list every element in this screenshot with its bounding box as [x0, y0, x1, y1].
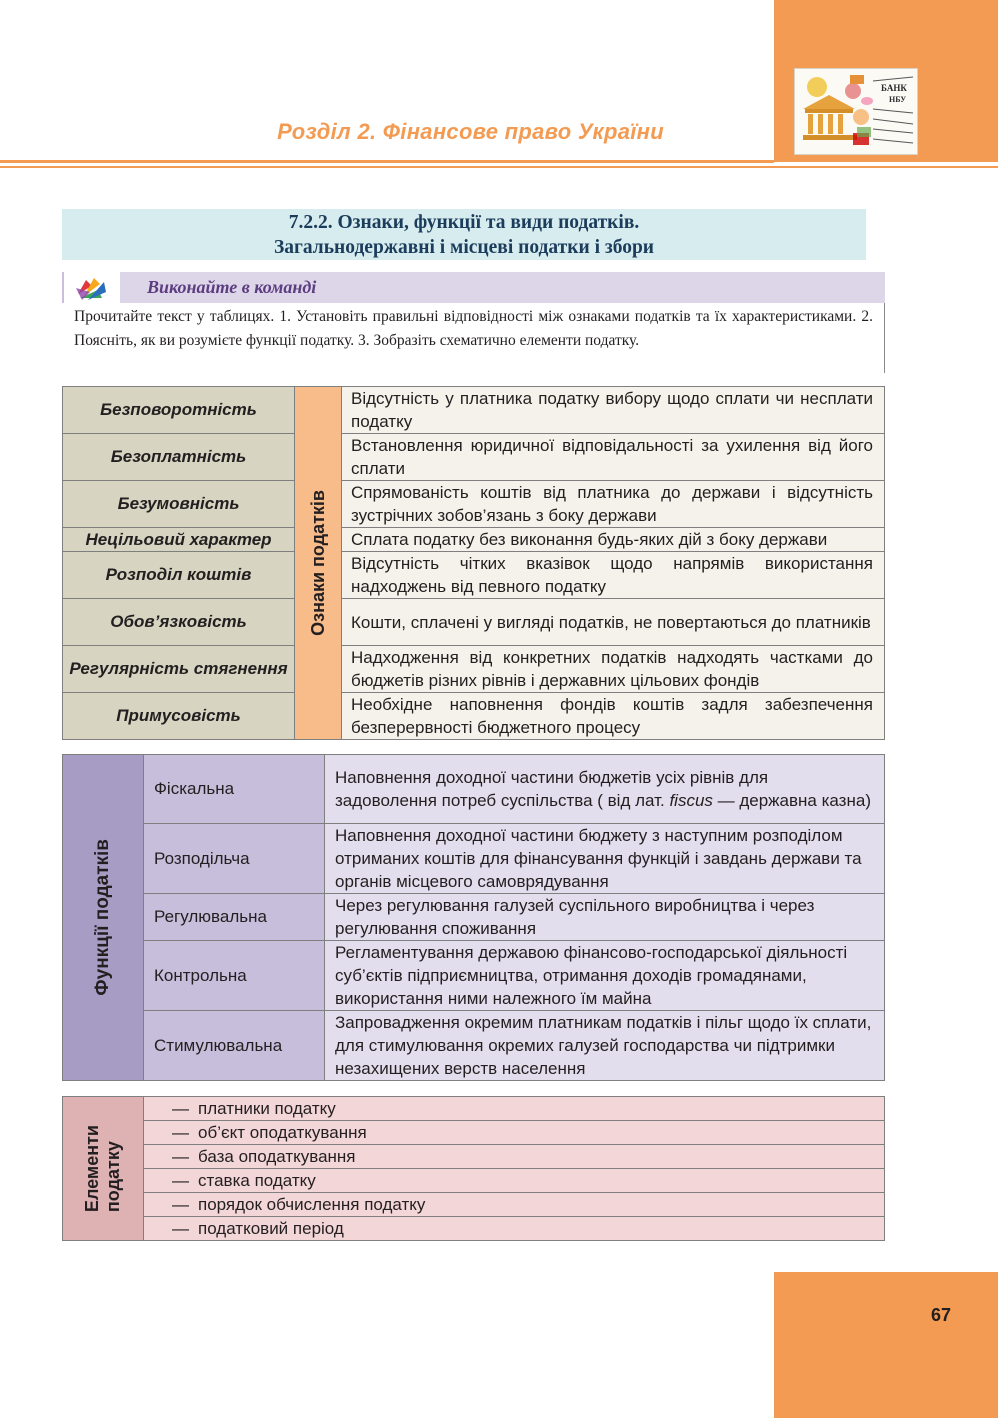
- list-dash: —: [172, 1170, 189, 1190]
- section-title: [62, 209, 866, 260]
- function-name: Розподільча: [144, 824, 325, 894]
- function-name: Фіскальна: [144, 755, 325, 824]
- table-row: [63, 1121, 885, 1145]
- table-row: [63, 599, 885, 646]
- element-text: податковий період: [198, 1218, 344, 1238]
- elements-side-label-cell: [63, 1097, 144, 1241]
- section-title-line2: Загальнодержавні і місцеві податки і збори: [273, 237, 655, 258]
- feature-description: Відсутність чітких вказівок щодо напрямів використання надходжень від певного податку: [342, 552, 885, 599]
- element-text: база оподаткування: [198, 1146, 356, 1166]
- element-text: об’єкт оподаткування: [198, 1122, 367, 1142]
- feature-name: Безповоротність: [63, 387, 295, 434]
- tax-elements-table: [62, 1096, 885, 1241]
- table-row: [63, 552, 885, 599]
- finance-logo-image: [794, 68, 918, 155]
- header-rule-thin: [0, 166, 998, 168]
- list-item: [144, 1193, 885, 1217]
- page-number-tab: [774, 1272, 998, 1418]
- list-item: [144, 1169, 885, 1193]
- section-title-line1: 7.2.2. Ознаки, функції та види податків.: [288, 212, 640, 233]
- task-right-rule: [884, 303, 885, 373]
- elements-side-label-line1: Елементи: [82, 1124, 102, 1213]
- list-dash: —: [172, 1146, 189, 1166]
- function-description: Запровадження окремим платникам податків і пільг щодо їх сплати, для стимулювання окремих галузей господарства чи підтримки незахищених верств населення: [325, 1011, 885, 1081]
- element-text: порядок обчислення податку: [198, 1194, 426, 1214]
- table-row: [63, 824, 885, 894]
- list-item: [144, 1145, 885, 1169]
- list-item: [144, 1097, 885, 1121]
- list-item: [144, 1121, 885, 1145]
- list-dash: —: [172, 1194, 189, 1214]
- table-row: [63, 693, 885, 740]
- task-edge: [62, 272, 64, 303]
- function-description: Регламентування державою фінансово-господарської діяльності суб’єктів підприємництва, отримання доходів громадянами, використання ними належного їм майна: [325, 941, 885, 1011]
- table-row: [63, 1097, 885, 1121]
- function-name: Контрольна: [144, 941, 325, 1011]
- elements-side-label: [82, 1125, 124, 1212]
- table-row: [63, 434, 885, 481]
- table-row: [63, 1193, 885, 1217]
- function-description: Наповнення доходної частини бюджету з наступним розподілом отриманих коштів для фінансування функцій і завдань держави та органів місцевого самоврядування: [325, 824, 885, 894]
- feature-name: Нецільовий характер: [63, 528, 295, 552]
- task-label: Виконайте в команді: [147, 277, 317, 297]
- feature-description: Встановлення юридичної відповідальності за ухилення від його сплати: [342, 434, 885, 481]
- function-description: [325, 755, 885, 824]
- table-row: [63, 481, 885, 528]
- feature-name: Примусовість: [63, 693, 295, 740]
- list-dash: —: [172, 1098, 189, 1118]
- feature-description: Необхідне наповнення фондів коштів задля забезпечення безперервності бюджетного процесу: [342, 693, 885, 740]
- feature-description: Кошти, сплачені у вигляді податків, не повертаються до платників: [342, 599, 885, 646]
- element-text: ставка податку: [198, 1170, 316, 1190]
- teamwork-hands-icon: [74, 274, 108, 302]
- feature-description: Надходження від конкретних податків надходять частками до бюджетів різних рівнів і державних цільових фондів: [342, 646, 885, 693]
- function-description-text: Наповнення доходної частини бюджетів усіх рівнів для задоволення потреб суспільства ( від лат.: [335, 768, 769, 810]
- table-row: [63, 1217, 885, 1241]
- bank-building-icon: [795, 69, 917, 154]
- feature-name: Обов’язковість: [63, 599, 295, 646]
- element-text: платники податку: [198, 1098, 336, 1118]
- function-description: Через регулювання галузей суспільного виробництва і через регулювання споживання: [325, 894, 885, 941]
- table-row: [63, 1011, 885, 1081]
- task-header: [62, 272, 885, 303]
- header-rule: [0, 160, 774, 163]
- feature-description: Відсутність у платника податку вибору щодо сплати чи несплати податку: [342, 387, 885, 434]
- table-row: [63, 528, 885, 552]
- features-side-label-cell: [295, 387, 342, 740]
- feature-name: Регулярність стягнення: [63, 646, 295, 693]
- function-name: Стимулювальна: [144, 1011, 325, 1081]
- task-text: Прочитайте текст у таблицях. 1. Установіть правильні відповідності між ознаками податків та їх характеристиками. 2. Поясніть, як ви розумієте функції податку. 3. Зобразіть схематично елементи податку.: [74, 308, 873, 349]
- list-dash: —: [172, 1122, 189, 1142]
- table-row: [63, 1169, 885, 1193]
- chapter-title: Розділ 2. Фінансове право України: [277, 119, 664, 144]
- list-dash: —: [172, 1218, 189, 1238]
- feature-description: Спрямованість коштів від платника до держави і відсутність зустрічних зобов’язань з боку держави: [342, 481, 885, 528]
- features-side-label: Ознаки податків: [307, 490, 328, 636]
- tax-functions-table: [62, 754, 885, 1081]
- page-number: 67: [930, 1305, 951, 1325]
- functions-side-label: Функції податків: [92, 839, 113, 996]
- table-row: [63, 894, 885, 941]
- elements-side-label-line2: податку: [103, 1141, 123, 1213]
- function-description-text: — державна казна): [712, 791, 871, 810]
- table-row: [63, 755, 885, 824]
- feature-description: Сплата податку без виконання будь-яких дій з боку держави: [342, 528, 885, 552]
- logo-word-bank: БАНК: [881, 83, 907, 93]
- feature-name: Розподіл коштів: [63, 552, 295, 599]
- table-row: [63, 646, 885, 693]
- function-name: Регулювальна: [144, 894, 325, 941]
- feature-name: Безоплатність: [63, 434, 295, 481]
- feature-name: Безумовність: [63, 481, 295, 528]
- function-description-latin: fiscus: [669, 791, 713, 810]
- table-row: [63, 941, 885, 1011]
- table-row: [63, 387, 885, 434]
- table-row: [63, 1145, 885, 1169]
- functions-side-label-cell: [63, 755, 144, 1081]
- tax-features-table: [62, 386, 885, 740]
- logo-word-nbu: НБУ: [889, 95, 907, 104]
- list-item: [144, 1217, 885, 1241]
